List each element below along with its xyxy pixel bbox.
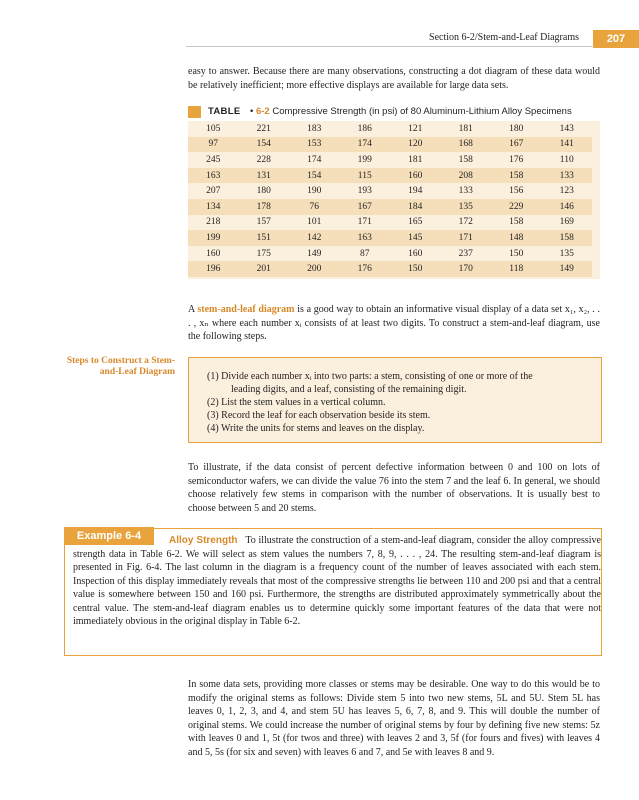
table-cell: 180: [256, 186, 271, 197]
table-cell: 160: [206, 248, 221, 259]
table-cell: 160: [390, 168, 441, 184]
table-cell: 196: [188, 261, 239, 277]
table-cell: 184: [390, 199, 441, 215]
table-cell: 154: [239, 137, 290, 153]
table-cell: 133: [458, 186, 473, 197]
table-cell: 163: [340, 230, 391, 246]
steps-box: [188, 357, 602, 443]
table-cell: 178: [239, 199, 290, 215]
table-cell: 134: [188, 199, 239, 215]
table-row: [188, 246, 592, 262]
table-cell: 158: [509, 217, 524, 228]
table-cell: 158: [491, 168, 542, 184]
table-cell: 181: [408, 154, 423, 165]
table-cell: 105: [206, 123, 221, 134]
closing-paragraph: In some data sets, providing more classes or stems may be desirable. One way to do this would be to modify the original stems as follows: Divide stem 5 into two new stems, 5L and 5U. Stem 5L has leaves 0, 1, 2, 3, and 4, and stem 5U has leaves 5, 6, 7, 8, and 9. This will double the number of original stems. We could increase the number of original stems by four by defining five new stems: 5z with leaves 0 and 1, 5t (for twos and three) with leaves 2 and 3, 5f (for fours and fives) with leaves 4 and 5, 5s (for six and seven) with leaves 6 and 7, and 5e with leaves 8 and 9.: [188, 679, 600, 758]
table-cell: 229: [491, 199, 542, 215]
table-cell: 97: [188, 137, 239, 153]
table-cell: 169: [559, 217, 574, 228]
table-cell: 156: [509, 186, 524, 197]
table-caption-text: Compressive Strength (in psi) of 80 Aluminum-Lithium Alloy Specimens: [272, 106, 572, 117]
table-cell: 150: [509, 248, 524, 259]
page-number: 207: [593, 30, 639, 48]
illustration-paragraph: To illustrate, if the data consist of percent defective information between 0 and 100 on lots of semiconductor wafers, we can divide the value 76 into the stem 7 and the leaf 6. In general, we should choose relatively few stems in comparison with the number of observations. It is usually best to choose between 5 and 20 stems.: [188, 462, 600, 514]
table-cell: 145: [390, 230, 441, 246]
table-cell: 163: [188, 168, 239, 184]
table-cell: 133: [542, 168, 593, 184]
table-cell: 160: [408, 248, 423, 259]
margin-note: Steps to Construct a Stem-and-Leaf Diagram: [66, 356, 175, 377]
table-cell: 153: [289, 137, 340, 153]
table-cell: 175: [256, 248, 271, 259]
table-cell: 183: [307, 123, 322, 134]
table-cell: 168: [441, 137, 492, 153]
table-cell: 207: [206, 186, 221, 197]
table-cell: 151: [239, 230, 290, 246]
table-cell: 171: [441, 230, 492, 246]
table-cell: 149: [307, 248, 322, 259]
table-cell: 174: [307, 154, 322, 165]
table-cell: 180: [509, 123, 524, 134]
table-cell: 118: [491, 261, 542, 277]
table-cell: 158: [542, 230, 593, 246]
table-cell: 141: [542, 137, 593, 153]
table-cell: 158: [458, 154, 473, 165]
table-row: [188, 230, 592, 246]
table-cell: 200: [289, 261, 340, 277]
step-2: (2) List the stem values in a vertical column.: [207, 397, 386, 408]
table-marker: [188, 106, 201, 118]
table-cell: 176: [340, 261, 391, 277]
table-cell: 190: [307, 186, 322, 197]
table-cell: 174: [340, 137, 391, 153]
table-row: [188, 137, 592, 153]
table-cell: 194: [408, 186, 423, 197]
table-cell: 150: [390, 261, 441, 277]
example-body: To illustrate the construction of a stem-and-leaf diagram, consider the alloy compressive strength data in Table 6-2. We will select as stem values the numbers 7, 8, 9, . . . , 24. The resulting stem-and-leaf diagram is presented in Fig. 6-4. The last column in the diagram is a frequency count of the number of leaves associated with each stem. Inspection of this display immediately reveals that most of the compressive strengths lie between 110 and 200 psi and that a central value is somewhere between 150 and 160 psi. Furthermore, the strengths are distributed approximately symmetrically about the central value. The stem-and-leaf diagram enables us to determine quickly some important features of the data that were not immediately obvious in the original display in Table 6-2.: [73, 535, 601, 627]
table-cell: 245: [206, 154, 221, 165]
table-row: [188, 152, 592, 168]
data-table-body: [188, 121, 592, 277]
table-cell: 181: [458, 123, 473, 134]
table-cell: 201: [239, 261, 290, 277]
table-row: [188, 261, 592, 277]
table-row: [188, 215, 592, 231]
table-cell: 218: [206, 217, 221, 228]
table-cell: 120: [390, 137, 441, 153]
table-cell: 87: [360, 248, 370, 259]
table-cell: 121: [408, 123, 423, 134]
table-cell: 221: [256, 123, 271, 134]
table-cell: 228: [256, 154, 271, 165]
header-rule: [186, 46, 594, 47]
table-cell: 115: [340, 168, 391, 184]
table-cell: 123: [559, 186, 574, 197]
table-row: [188, 199, 592, 215]
table-cell: 171: [357, 217, 372, 228]
table-row: [188, 121, 592, 137]
table-cell: 157: [256, 217, 271, 228]
table-cell: 76: [289, 199, 340, 215]
table-cell: 101: [307, 217, 322, 228]
table-cell: 186: [357, 123, 372, 134]
table-cell: 237: [458, 248, 473, 259]
table-cell: 154: [289, 168, 340, 184]
table-cell: 172: [458, 217, 473, 228]
table-cell: 146: [542, 199, 593, 215]
stem-leaf-rest: is a good way to obtain an informative visual display of a data set x₁, x₂, . . . , xₙ where each number xᵢ consists of at least two digits. To construct a stem-and-leaf diagram, use the following steps.: [188, 304, 600, 342]
table-cell: 148: [491, 230, 542, 246]
example-title: Alloy Strength: [169, 535, 238, 546]
table-row: [188, 183, 592, 199]
table-cell: 149: [542, 261, 593, 277]
table-cell: 199: [357, 154, 372, 165]
data-table: [188, 121, 600, 279]
table-cell: 135: [441, 199, 492, 215]
table-bullet: •: [250, 106, 254, 117]
stem-leaf-lead: A: [188, 304, 198, 315]
table-cell: 170: [441, 261, 492, 277]
table-row: [188, 168, 592, 184]
stem-leaf-paragraph: [188, 303, 600, 344]
table-caption: [188, 106, 608, 120]
table-cell: 176: [509, 154, 524, 165]
table-cell: 143: [559, 123, 574, 134]
step-1: (1) Divide each number xᵢ into two parts: a stem, consisting of one or more of the: [207, 371, 533, 382]
table-cell: 135: [559, 248, 574, 259]
table-label: TABLE: [208, 106, 241, 117]
stem-leaf-term: stem-and-leaf diagram: [197, 304, 295, 315]
intro-paragraph: easy to answer. Because there are many observations, constructing a dot diagram of these data would be relatively inefficient; more effective displays are available for large data sets.: [188, 66, 600, 91]
table-cell: 167: [340, 199, 391, 215]
table-caption-line: [250, 106, 572, 117]
section-title: Section 6-2/Stem-and-Leaf Diagrams: [429, 32, 579, 43]
table-cell: 193: [357, 186, 372, 197]
example-box: [64, 528, 602, 656]
table-cell: 131: [239, 168, 290, 184]
table-cell: 208: [441, 168, 492, 184]
step-1-cont: leading digits, and a leaf, consisting of the remaining digit.: [231, 384, 467, 395]
step-4: (4) Write the units for stems and leaves on the display.: [207, 423, 425, 434]
table-cell: 199: [188, 230, 239, 246]
example-text: [73, 534, 601, 629]
step-3: (3) Record the leaf for each observation beside its stem.: [207, 410, 431, 421]
table-number: 6-2: [255, 106, 270, 117]
table-cell: 110: [559, 154, 574, 165]
table-cell: 165: [408, 217, 423, 228]
example-badge: Example 6-4: [64, 527, 154, 545]
table-cell: 142: [289, 230, 340, 246]
table-cell: 167: [491, 137, 542, 153]
